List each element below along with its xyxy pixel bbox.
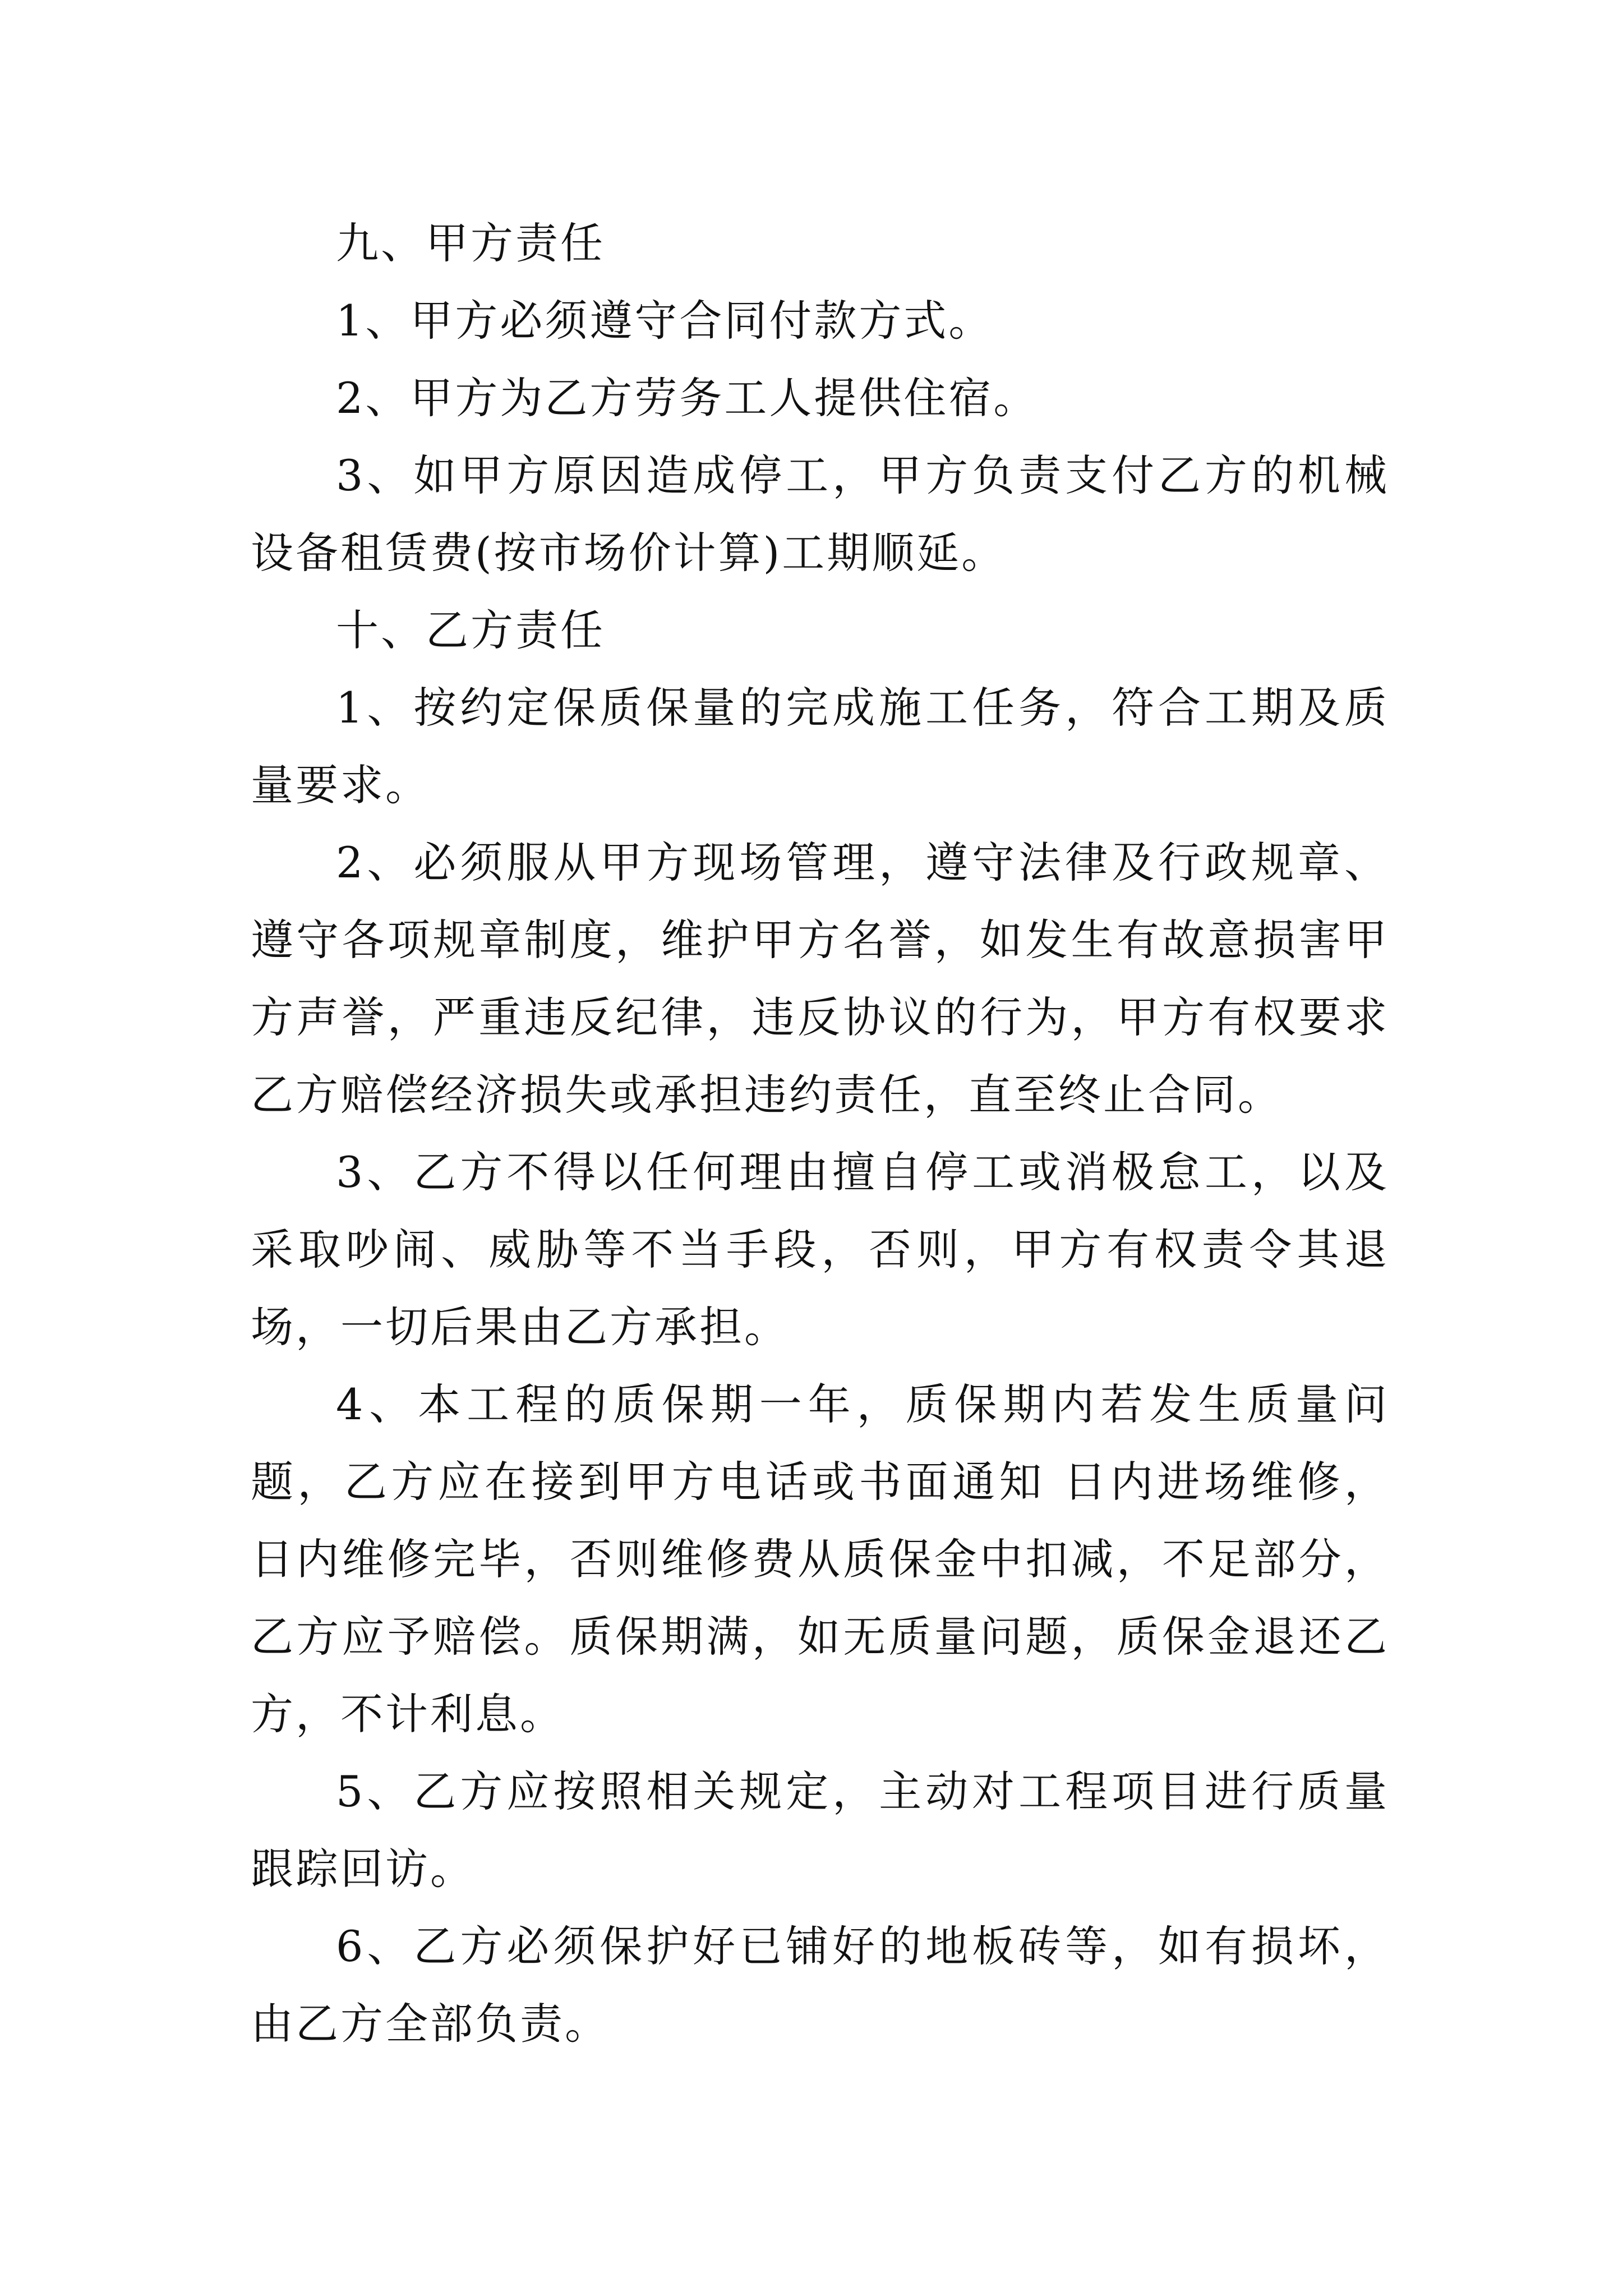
section-9-item-2: 2、甲方为乙方劳务工人提供住宿。: [336, 373, 1039, 423]
section-9-heading: 九、甲方责任: [336, 218, 605, 268]
document-page: [251, 205, 1389, 2063]
section-10-item-3: 3、乙方不得以任何理由擅自停工或消极怠工，以及采取吵闹、威胁等不当手段，否则，甲方有权责令其退场，一切后果由乙方承担。: [251, 1147, 1389, 1352]
section-10-item-1: 1、按约定保质保量的完成施工任务，符合工期及质量要求。: [251, 683, 1389, 810]
section-10-item-5: 5、乙方应按照相关规定，主动对工程项目进行质量跟踪回访。: [251, 1766, 1389, 1894]
section-9-item-3: 3、如甲方原因造成停工，甲方负责支付乙方的机械设备租赁费(按市场价计算)工期顺延。: [251, 450, 1389, 578]
section-10-item-4: 4、本工程的质保期一年，质保期内若发生质量问题，乙方应在接到甲方电话或书面通知 日内进场维修， 日内维修完毕，否则维修费从质保金中扣减，不足部分，乙方应予赔偿。质保期满，如无质量问题，质保金退还乙方，不计利息。: [251, 1379, 1389, 1739]
section-10-heading: 十、乙方责任: [336, 605, 605, 655]
section-10-item-6: 6、乙方必须保护好已铺好的地板砖等，如有损坏，由乙方全部负责。: [251, 1921, 1389, 2049]
section-10-item-2: 2、必须服从甲方现场管理，遵守法律及行政规章、遵守各项规章制度，维护甲方名誉，如发生有故意损害甲方声誉，严重违反纪律，违反协议的行为，甲方有权要求乙方赔偿经济损失或承担违约责任，直至终止合同。: [251, 838, 1389, 1120]
section-9-item-1: 1、甲方必须遵守合同付款方式。: [336, 296, 994, 346]
